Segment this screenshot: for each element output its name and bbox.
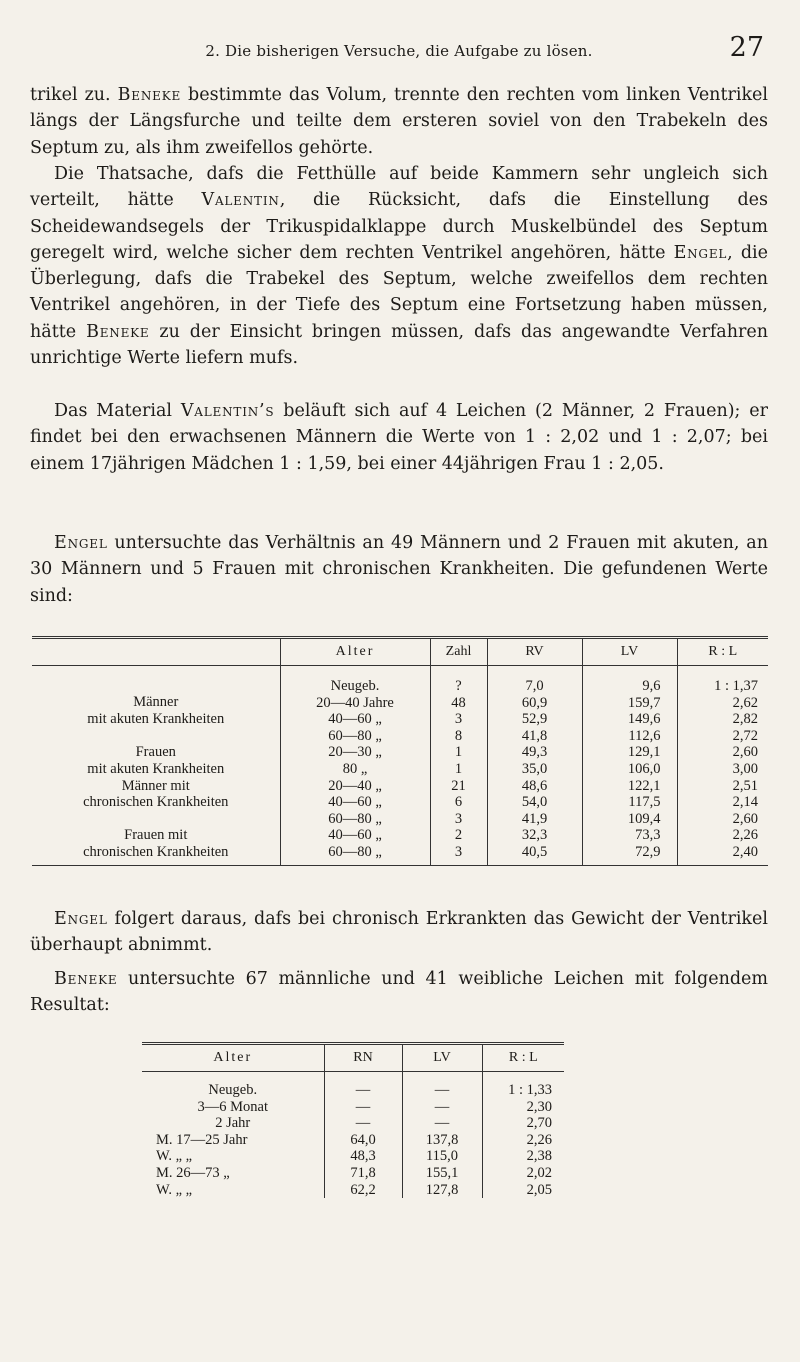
author-name: Engel	[54, 533, 108, 553]
col-rl: R : L	[677, 638, 768, 666]
table-row: 3—6 Monat — — 2,30	[142, 1099, 564, 1116]
col-alter: Alter	[213, 1050, 253, 1065]
table-header-row	[142, 1044, 564, 1072]
table-header-row	[32, 638, 768, 666]
group-label: Frauen mit akuten Krankheiten	[87, 744, 225, 777]
group-label: Männer mit chronischen Krankheiten	[83, 777, 229, 811]
author-name: Beneke	[54, 969, 118, 989]
paragraph-4: Engel untersuchte das Verhältnis an 49 Männern und 2 Frauen mit akuten, an 30 Männern und 5 Frauen mit chronischen Krankheiten. Die gefundenen Werte sind:	[30, 533, 768, 606]
col-lv: LV	[582, 638, 677, 666]
col-zahl: Zahl	[430, 638, 487, 666]
table-row: 2 Jahr — — 2,70	[142, 1115, 564, 1132]
author-name: Valentin	[201, 190, 280, 211]
col-rn: RN	[324, 1044, 402, 1072]
page-number: 27	[729, 32, 764, 63]
author-name: Beneke	[117, 85, 182, 105]
author-name: Valentin’s	[180, 401, 275, 421]
table-row: W. „ „ 48,3 115,0 2,38	[142, 1148, 564, 1165]
col-lv: LV	[402, 1044, 482, 1072]
group-label: Männer mit akuten Krankheiten	[87, 694, 225, 727]
engel-table	[32, 636, 768, 866]
beneke-table	[142, 1042, 564, 1198]
table-row: M. 26—73 „ 71,8 155,1 2,02	[142, 1165, 564, 1182]
col-rv: RV	[487, 638, 582, 666]
table-row: W. „ „ 62,2 127,8 2,05	[142, 1182, 564, 1199]
paragraph-2: Die Thatsache, dafs die Fetthülle auf beide Kammern sehr ungleich sich verteilt, hätte Valentin, die Rücksicht, dafs die Einstellung des Scheidewandsegels der Trikuspidalklappe durch Muskelbündel des Septum geregelt wird, welche sicher dem rechten Ventrikel angehören, hätte Engel, die Überlegung, dafs die Trabekel des Septum, welche zweifellos dem rechten Ventrikel angehören, in der Tiefe des Septum eine Fortsetzung haben müssen, hätte Beneke zu der Einsicht bringen müssen, dafs das angewandte Verfahren unrichtige Werte liefern mufs.	[30, 164, 768, 369]
table-row: Neugeb. — — 1 : 1,33	[142, 1082, 564, 1099]
group-label: Frauen mit chronischen Krankheiten	[83, 827, 229, 860]
table-row: Männer mit akuten Krankheiten Neugeb. 20—40 Jahre 40—60 „ 60—80 „ ? 48 3 8 7,0 60,9 52,9 41,8 9,6 159,7 149,6 112,6 1 : 1,37 2,62 2,82 2,72	[32, 678, 768, 744]
author-name: Beneke	[86, 321, 150, 342]
author-name: Engel	[54, 909, 108, 929]
book-page	[30, 0, 768, 1362]
author-name: Engel	[673, 242, 728, 263]
table-row: Frauen mit akuten Krankheiten 20—30 „ 80 „ 1 1 49,3 35,0 129,1 106,0 2,60 3,00	[32, 744, 768, 777]
col-rl: R : L	[482, 1044, 564, 1072]
paragraph-5: Engel folgert daraus, dafs bei chronisch Erkrankten das Gewicht der Ventrikel überhaupt abnimmt.	[30, 909, 768, 956]
table-row: Frauen mit chronischen Krankheiten 40—60 „ 60—80 „ 2 3 32,3 40,5 73,3 72,9 2,26 2,40	[32, 827, 768, 865]
paragraph-3: Das Material Valentin’s beläuft sich auf 4 Leichen (2 Männer, 2 Frauen); er findet bei den erwachsenen Männern die Werte von 1 : 2,02 und 1 : 2,07; bei einem 17jährigen Mädchen 1 : 1,59, bei einer 44jährigen Frau 1 : 2,05.	[30, 401, 769, 474]
paragraph-1: trikel zu. Beneke bestimmte das Volum, trennte den rechten vom linken Ventrikel längs der Längsfurche und teilte dem ersteren soviel von den Trabekeln des Septum zu, als ihm zweifellos gehörte.	[30, 85, 768, 158]
chapter-title: 2. Die bisherigen Versuche, die Aufgabe zu lösen.	[205, 42, 593, 60]
col-alter: Alter	[280, 638, 430, 666]
table-row: M. 17—25 Jahr 64,0 137,8 2,26	[142, 1132, 564, 1149]
paragraph-6: Beneke untersuchte 67 männliche und 41 weibliche Leichen mit folgendem Resultat:	[30, 969, 768, 1016]
table-row: Männer mit chronischen Krankheiten 20—40 „ 40—60 „ 60—80 „ 21 6 3 48,6 54,0 41,9 122,1 117,5 109,4 2,51 2,14 2,60	[32, 778, 768, 828]
running-head	[30, 32, 768, 68]
